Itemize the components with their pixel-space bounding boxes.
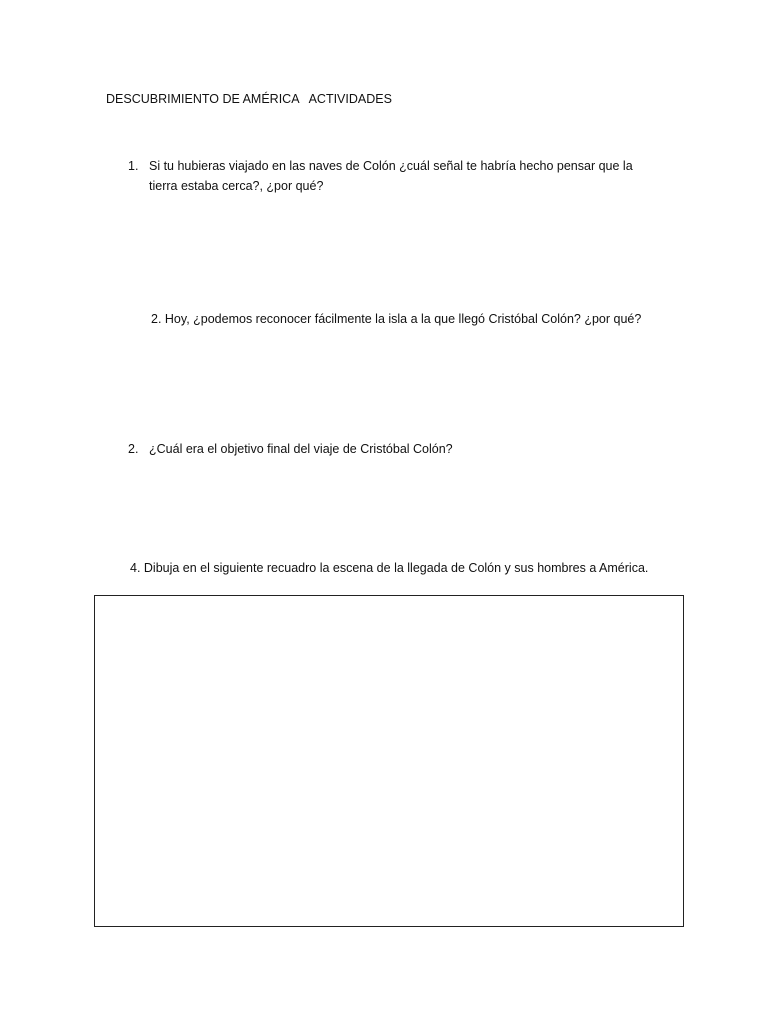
question-3 (128, 439, 648, 461)
question-1 (128, 156, 648, 200)
question-1-number: 1. (128, 159, 139, 173)
question-4-text: 4. Dibuja en el siguiente recuadro la escena de la llegada de Colón y sus hombres a América. (130, 561, 649, 575)
question-3-number: 2. (128, 442, 139, 456)
question-3-text: ¿Cuál era el objetivo final del viaje de Cristóbal Colón? (149, 442, 453, 456)
worksheet-title: DESCUBRIMIENTO DE AMÉRICA ACTIVIDADES (106, 92, 392, 106)
question-4 (130, 558, 690, 580)
question-2 (151, 309, 671, 331)
question-1-text: Si tu hubieras viajado en las naves de Colón ¿cuál señal te habría hecho pensar que la tierra estaba cerca?, ¿por qué? (149, 159, 633, 193)
question-2-text: 2. Hoy, ¿podemos reconocer fácilmente la isla a la que llegó Cristóbal Colón? ¿por qué? (151, 312, 642, 326)
drawing-box[interactable] (94, 595, 684, 927)
